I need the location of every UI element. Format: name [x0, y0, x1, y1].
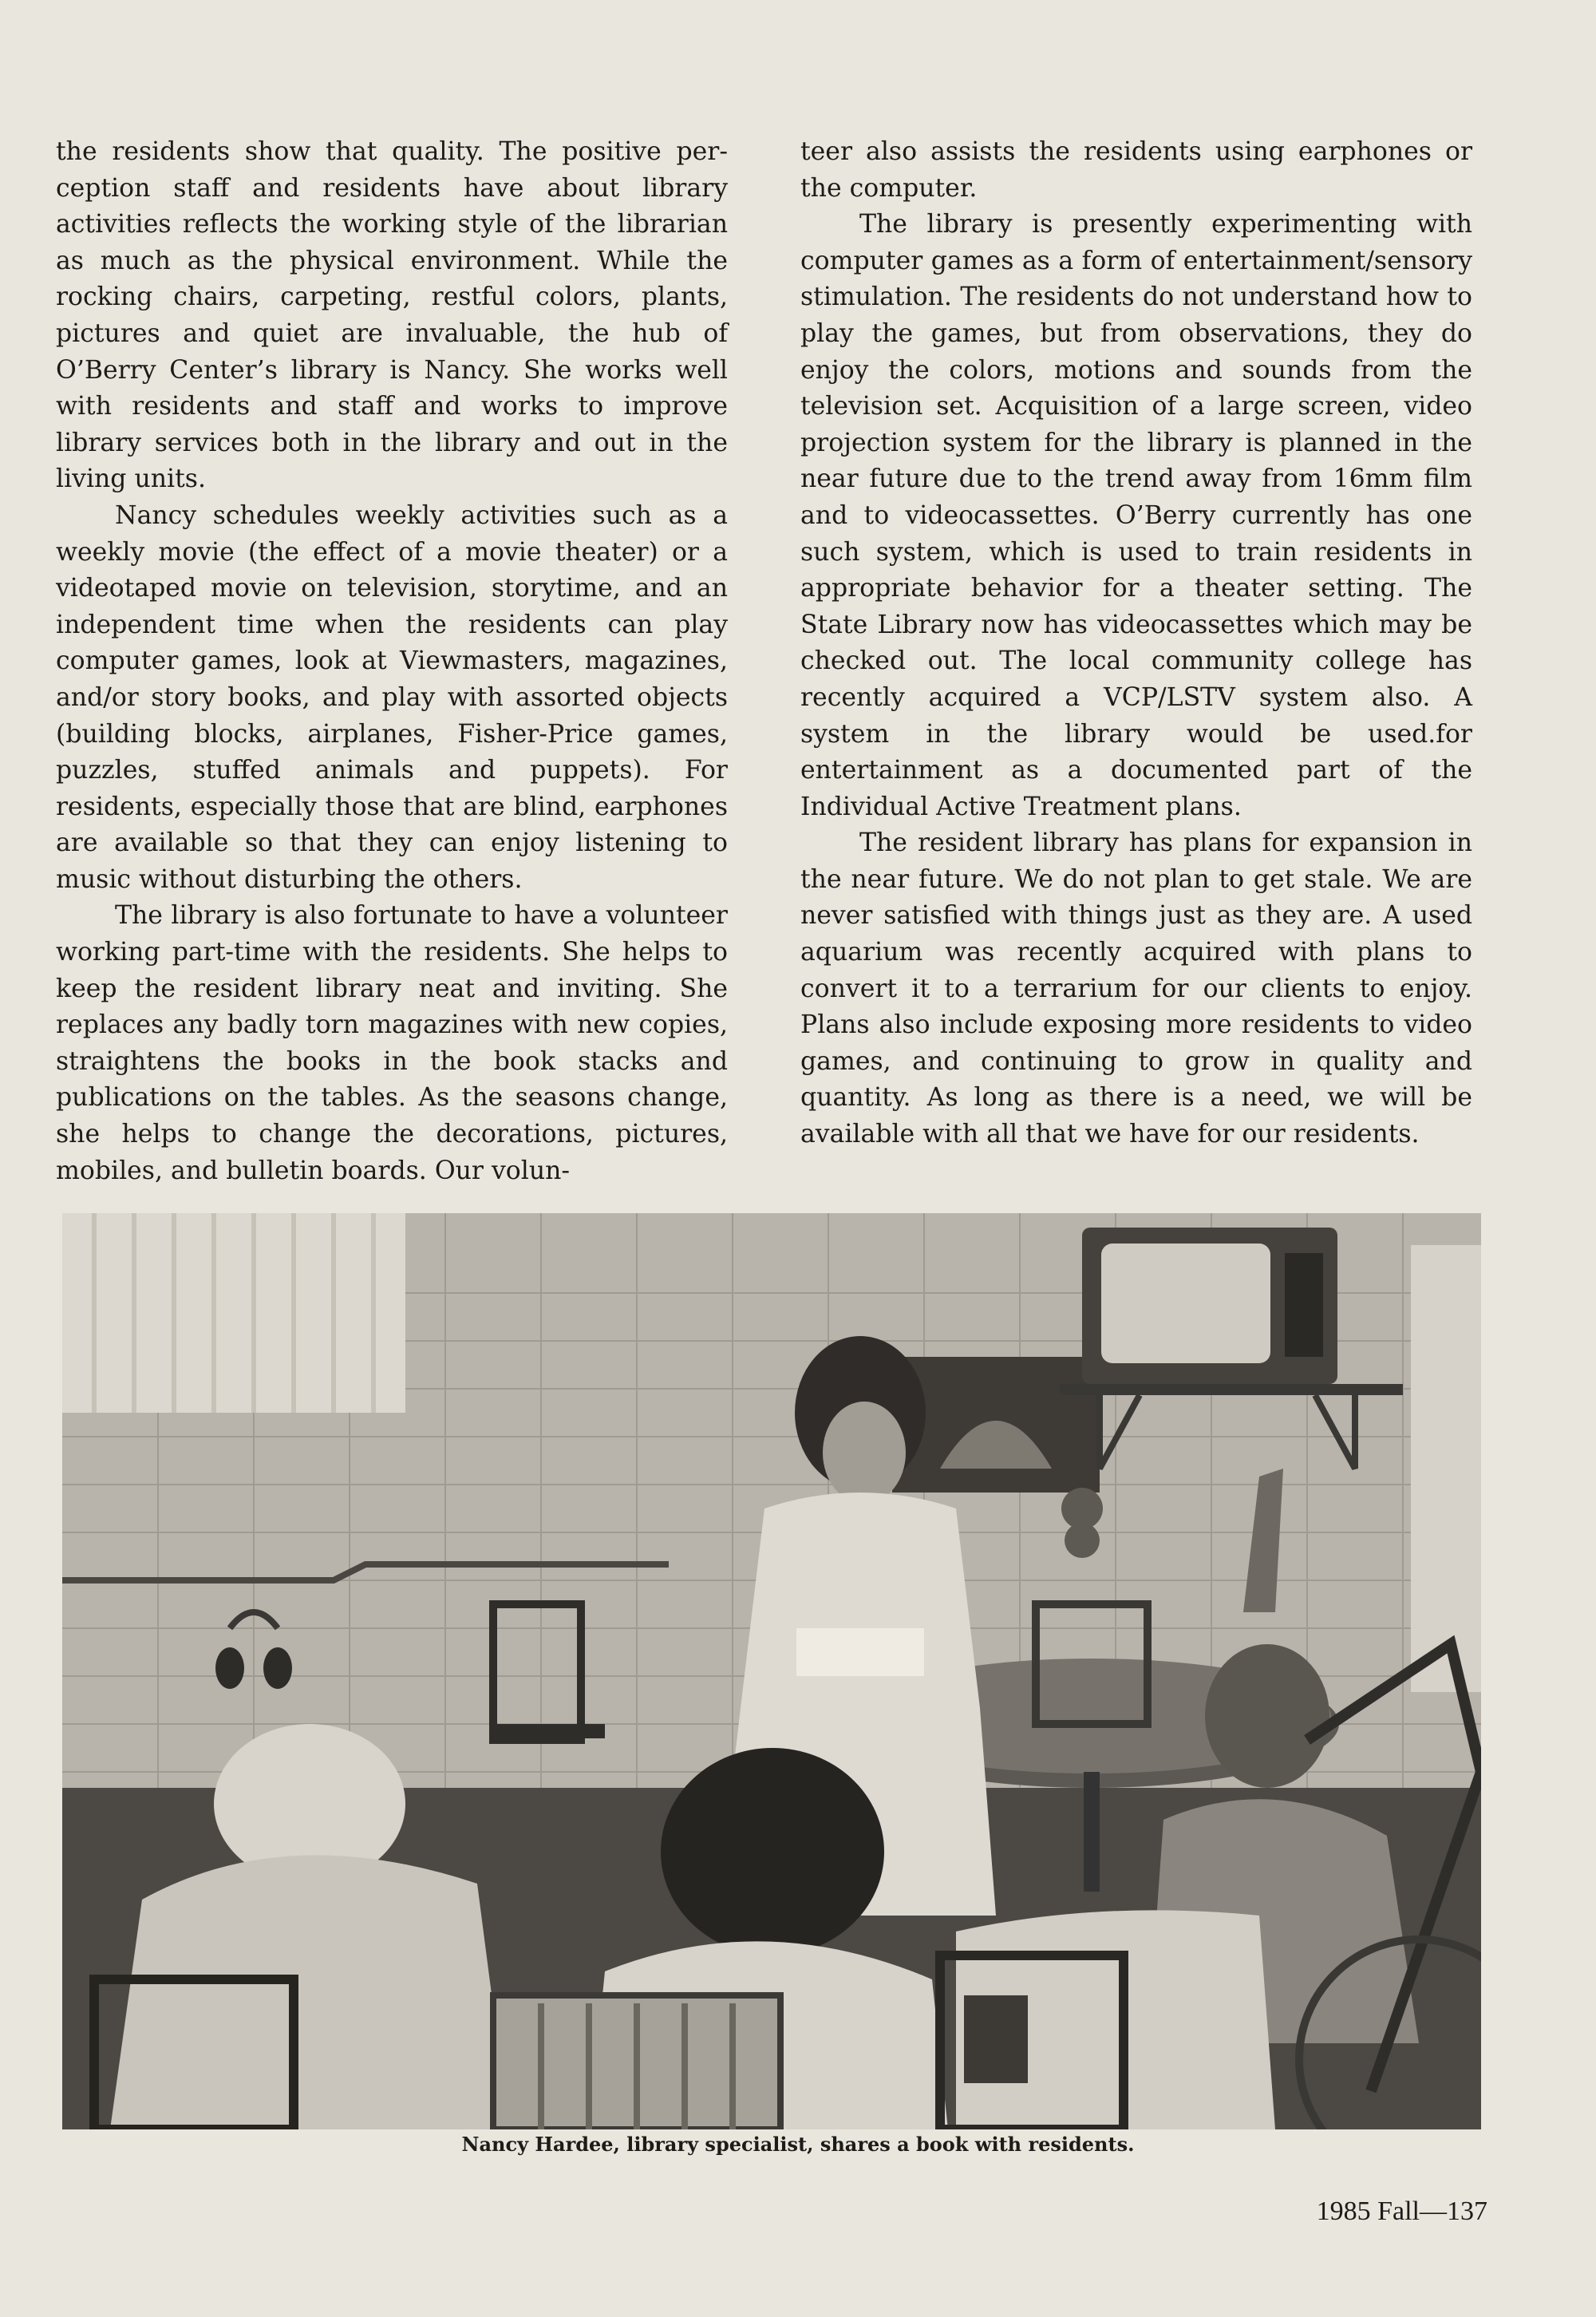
photo-caption: Nancy Hardee, library specialist, shares a book with residents. — [461, 2133, 1135, 2156]
article-right-column — [800, 134, 1472, 1153]
paragraph: The resident library has plans for expansion in the near future. We do not plan to get stale. We are never satisfied with things just as they are. A used aquarium was recently acquired with plans to convert it to a terrarium for our clients to enjoy. Plans also include exposing more residents to video games, and continuing to grow in quality and quantity. As long as there is a need, we will be available with all that we have for our residents. — [800, 828, 1472, 1149]
paragraph: The library is also fortunate to have a volunteer working part-time with the residents. She helps to keep the resident library neat and inviting. She replaces any badly torn magazines with new copies, straightens the books in the book stacks and publications on the tables. As the seasons change, she helps to change the decorations, pictures, mobiles, and bulletin boards. Our volun- — [56, 901, 728, 1185]
paragraph: the residents show that quality. The positive perception staff and residents have about library activities reflects the working style of the librarian as much as the physical environment. While the rocking chairs, carpeting, restful colors, plants, pictures and quiet are invaluable, the hub of O’Berry Center’s library is Nancy. She works well with residents and staff and works to improve library services both in the library and out in the living units. — [56, 137, 728, 494]
paragraph: The library is presently experimenting with computer games as a form of entertainment/sensory stimulation. The residents do not understand how to play the games, but from observations, they do enjoy the colors, motions and sounds from the television set. Acquisition of a large screen, video projection system for the library is planned in the near future due to the trend away from 16mm film and to videocassettes. O’Berry currently has one such system, which is used to train residents in appropriate behavior for a theater setting. The State Library now has videocassettes which may be checked out. The local community college has recently acquired a VCP/LSTV system also. A system in the library would be used.for entertainment as a documented part of the Individual Active Treatment plans. — [800, 210, 1472, 821]
library-photo — [62, 1213, 1481, 2129]
photo-illustration — [62, 1213, 1481, 2129]
paragraph: Nancy schedules weekly activities such as a weekly movie (the effect of a movie theater) or a videotaped movie on television, storytime, and an independent time when the residents can play computer games, look at Viewmasters, magazines, and/or story books, and play with assorted objects (building blocks, airplanes, Fisher-Price games, puzzles, stuffed animals and puppets). For residents, especially those that are blind, earphones are available so that they can enjoy listening to music without disturbing the others. — [56, 500, 728, 894]
paragraph: teer also assists the residents using earphones or the computer. — [800, 137, 1472, 203]
page-folio: 1985 Fall—137 — [1316, 2196, 1487, 2226]
article-left-column — [56, 134, 728, 1189]
